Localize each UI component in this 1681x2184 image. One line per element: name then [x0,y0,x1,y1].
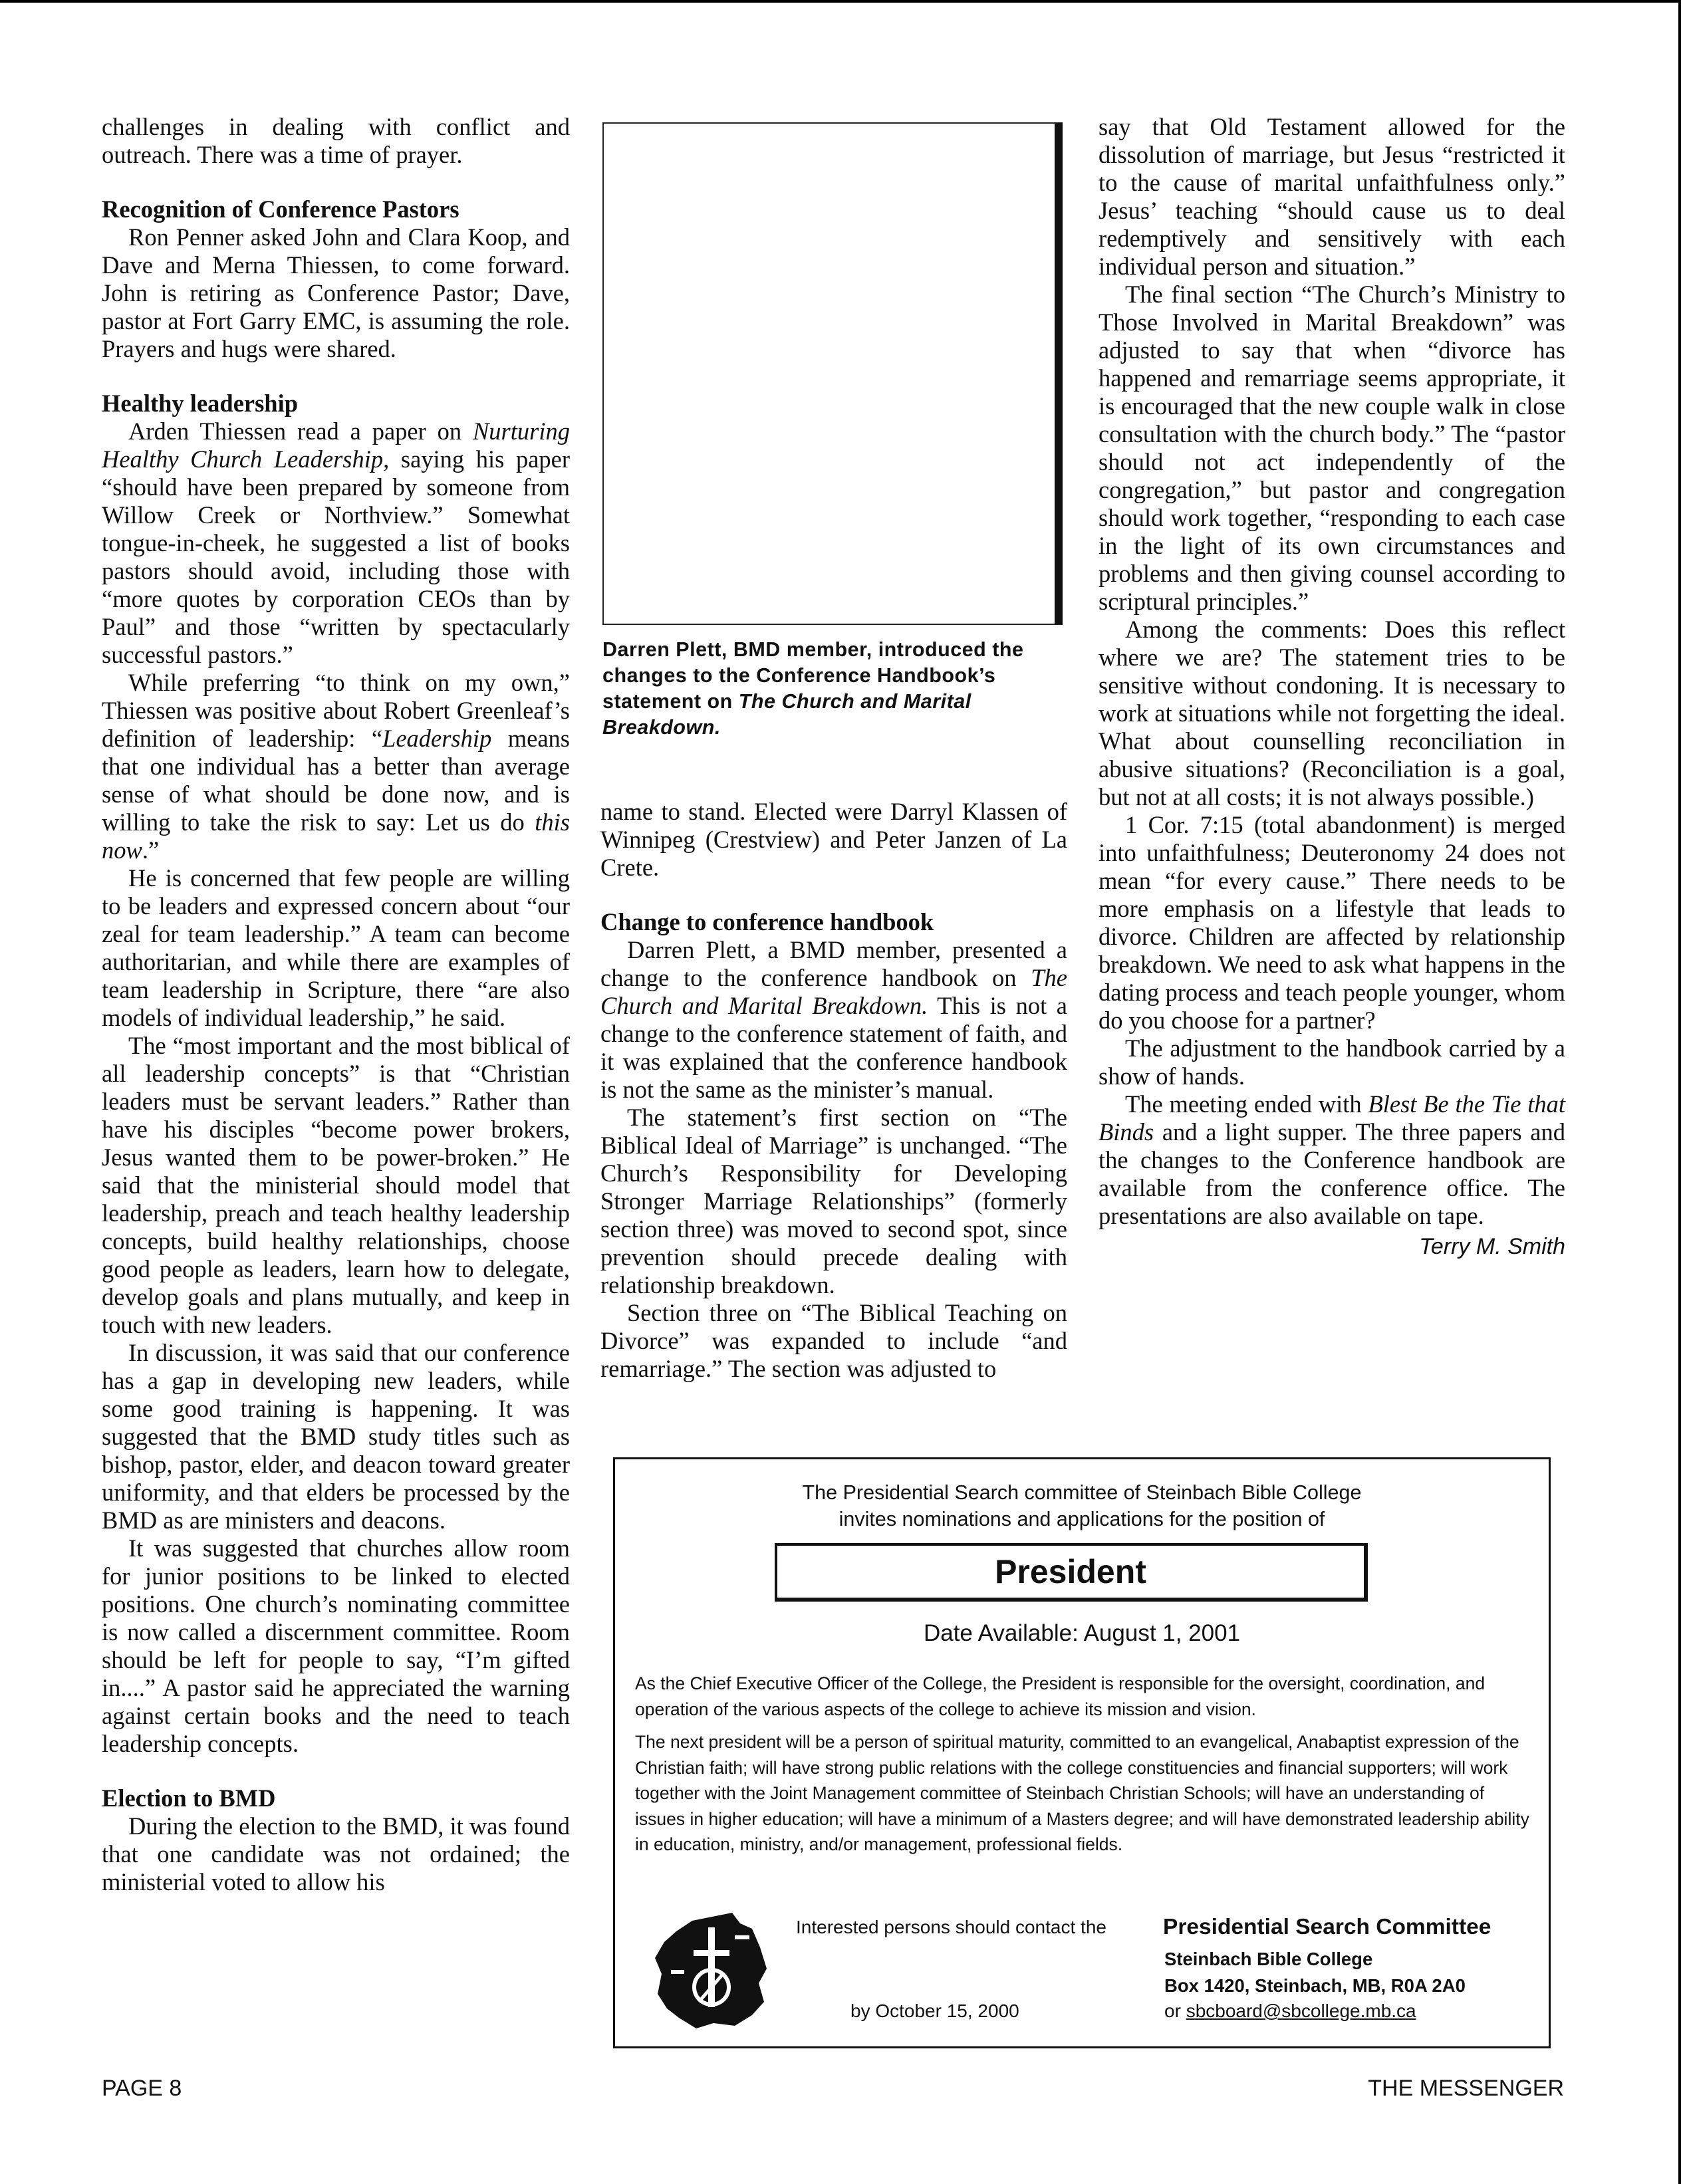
paragraph-corinthians: 1 Cor. 7:15 (total abandonment) is merged into unfaithfulness; Deuteronomy 24 does not mean “for every cause.” There needs to be more emphasis on a lifestyle that leads to divorce. Children are affected by relationship breakdown. We need to ask what happens in the dating process and teach people younger, whom do you choose for a partner? [1099,811,1565,1034]
ad-email-link[interactable]: sbcboard@sbcollege.mb.ca [1186,2001,1416,2021]
president-search-ad [613,1457,1551,2048]
paragraph-election-cont: name to stand. Elected were Darryl Klassen of Winnipeg (Crestview) and Peter Janzen of La Crete. [600,798,1067,881]
article-column-3 [1099,113,1565,1261]
college-logo-icon [652,1909,769,2030]
page-right-rule [1678,0,1681,2184]
photo-darren-plett [602,122,1063,625]
article-column-2 [600,798,1067,1383]
ad-date-available: Date Available: August 1, 2001 [923,1620,1241,1646]
paragraph-divorce-cont: say that Old Testament allowed for the dissolution of marriage, but Jesus “restricted it to the cause of marital unfaithfulness only.” Jesus’ teaching “should cause us to deal redemptively and sensitively with each individual person and situation.” [1099,113,1565,280]
ad-position-title: President [775,1543,1368,1602]
paragraph-handbook-3: Section three on “The Biblical Teaching on Divorce” was expanded to include “and remarriage.” The section was adjusted to [600,1299,1067,1382]
paragraph-final-section: The final section “The Church’s Ministry to Those Involved in Marital Breakdown” was adjusted to say that when “divorce has happened and remarriage seems appropriate, it is encouraged that the new couple walk in close consultation with the church body.” The “pastor should not act independently of the congregation,” but pastor and congregation should work together, “responding to each case in the light of its own circumstances and problems and then giving counsel according to scriptural principles.” [1099,281,1565,615]
paragraph-leadership-4: The “most important and the most biblical of all leadership concepts” is that “Christian leaders must be servant leaders.” Rather than have his disciples “become power brokers, Jesus wanted them to be power-broken.” He said that the ministerial should model that leadership, preach and teach healthy leadership concepts, build healthy relationships, choose good people as leaders, learn how to delegate, develop goals and plans mutually, and keep in touch with new leaders. [102,1032,570,1338]
ad-contact-heading: Presidential Search Committee [1163,1915,1491,1939]
paragraph-adjustment: The adjustment to the handbook carried by a show of hands. [1099,1034,1565,1090]
paragraph-leadership-3: He is concerned that few people are willing to be leaders and expressed concern about “our zeal for team leadership.” A team can become authoritarian, and while there are examples of team leadership in Scripture, there “are also models of individual leadership,” he said. [102,864,570,1031]
paragraph-election: During the election to the BMD, it was found that one candidate was not ordained; the ministerial voted to allow his [102,1812,570,1895]
ad-intro: The Presidential Search committee of Steinbach Bible College invites nominations and applications for the position of [802,1481,1362,1530]
publication-name: THE MESSENGER [1368,2076,1564,2101]
ad-contact-email-line: or sbcboard@sbcollege.mb.ca [1164,2001,1416,2021]
heading-election: Election to BMD [102,1784,276,1812]
ad-deadline: by October 15, 2000 [850,2001,1019,2021]
ad-paragraph-role: As the Chief Executive Officer of the College, the President is responsible for the oversight, coordination, and operation of the various aspects of the college to achieve its mission and vision. [635,1673,1486,1719]
paragraph-leadership-1: Arden Thiessen read a paper on Nurturing Healthy Church Leadership, saying his paper “should have been prepared by someone from Willow Creek or Northview.” Somewhat tongue-in-cheek, he suggested a list of books pastors should avoid, including those with “more quotes by corporation CEOs than by Paul” and those “written by spectacularly successful pastors.” [102,418,571,668]
paragraph-meeting-ended: The meeting ended with Blest Be the Tie that Binds and a light supper. The three papers and the changes to the Conference handbook are available from the conference office. The presentations are also available on tape. [1099,1090,1565,1229]
photo-caption: Darren Plett, BMD member, introduced the changes to the Conference Handbook’s statement on The Church and Marital Breakdown. [602,638,1024,739]
ad-paragraph-qualifications: The next president will be a person of spiritual maturity, committed to an evangelical, Anabaptist expression of the Christian faith; will have strong public relations with the college constituencies and financial supporters; will work together with the Joint Management committee of Steinbach Christian Schools; will have an understanding of issues in higher education; will have a minimum of a Masters degree; and will have demonstrated leadership ability in education, ministry, and/or management, professional fields. [635,1732,1529,1854]
heading-healthy-leadership: Healthy leadership [102,390,299,417]
ad-college-name: Steinbach Bible College [1164,1949,1373,1969]
paragraph-recognition: Ron Penner asked John and Clara Koop, and Dave and Merna Thiessen, to come forward. John is retiring as Conference Pastor; Dave, pastor at Fort Garry EMC, is assuming the role. Prayers and hugs were shared. [102,223,570,362]
paragraph-leadership-6: It was suggested that churches allow room for junior positions to be linked to elected positions. One church’s nominating committee is now called a discernment committee. Room should be left for people to say, “I’m gifted in....” A pastor said he appreciated the warning against certain books and the need to teach leadership concepts. [102,1534,570,1757]
author-signature: Terry M. Smith [1419,1234,1565,1259]
ad-postal-address: Box 1420, Steinbach, MB, R0A 2A0 [1164,1975,1466,1996]
paragraph-leadership-2: While preferring “to think on my own,” Thiessen was positive about Robert Greenleaf’s definition of leadership: “Leadership means that one individual has a better than average sense of what should be done now, and is willing to take the risk to say: Let us do this now.” [102,669,570,864]
article-column-1 [102,113,570,1896]
paragraph-comments: Among the comments: Does this reflect where we are? The statement tries to be sensitive without condoning. It is necessary to work at situations while not forgetting the ideal. What about counselling reconciliation in abusive situations? (Reconciliation is a goal, but not at all costs; it is not always possible.) [1099,616,1565,810]
paragraph-intro: challenges in dealing with conflict and outreach. There was a time of prayer. [102,113,570,168]
paragraph-handbook-2: The statement’s first section on “The Biblical Ideal of Marriage” is unchanged. “The Church’s Responsibility for Developing Stronger Marriage Relationships” (formerly section three) was moved to second spot, since prevention should precede dealing with relationship breakdown. [600,1104,1067,1298]
paragraph-leadership-5: In discussion, it was said that our conference has a gap in developing new leaders, while some good training is happening. It was suggested that the BMD study titles such as bishop, pastor, elder, and deacon toward greater uniformity, and that elders be processed by the BMD as are ministers and deacons. [102,1339,570,1534]
heading-handbook: Change to conference handbook [600,908,934,935]
page-top-rule [0,0,1681,3]
page-number: PAGE 8 [102,2076,182,2101]
ad-contact-address [1164,1946,1466,1999]
heading-recognition: Recognition of Conference Pastors [102,195,459,223]
paragraph-handbook-1: Darren Plett, a BMD member, presented a change to the conference handbook on The Church and Marital Breakdown. This is not a change to the conference statement of faith, and it was explained that the conference handbook is not the same as the minister’s manual. [600,936,1067,1103]
ad-contact-lead: Interested persons should contact the [796,1917,1106,1937]
paper-title: Nurturing Healthy Church Leadership, [102,418,570,473]
